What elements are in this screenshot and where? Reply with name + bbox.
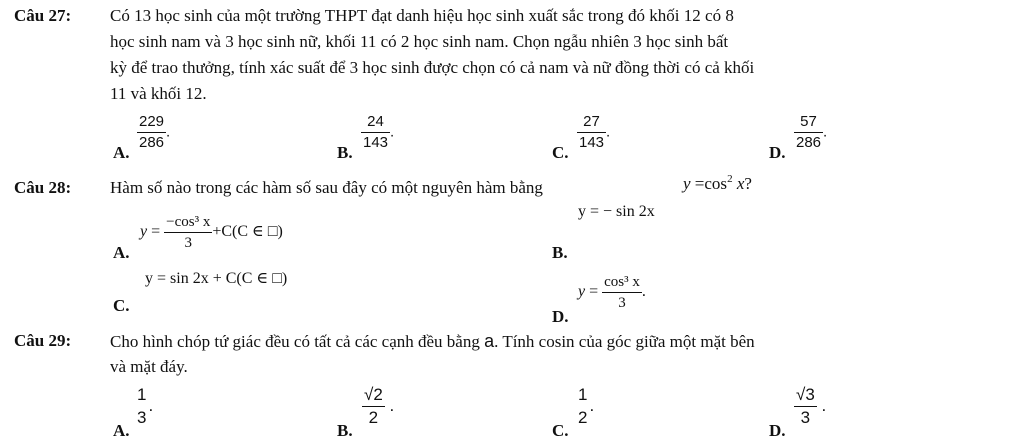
q29-a-num: 1 [137,385,147,404]
q27-d-num: 57 [800,113,817,130]
q28-formula: $y =\cos^2$ x? [683,173,752,193]
q29-option-b-letter: B. [337,421,353,440]
q28-option-b-letter: B. [552,243,568,262]
q27-a-num: 229 [139,113,165,130]
q27-line-2: học sinh nam và 3 học sinh nữ, khối 11 có 2 học sinh nam. Chọn ngẫu nhiên 3 học sinh bất [110,32,729,51]
q28-option-d[interactable]: y = $\frac{\text{cos³ x}}{3}$ . [578,274,646,311]
q29-line-1: Cho hình chóp tứ giác đều có tất cả các cạnh đều bằng a. Tính cosin của góc giữa một mặt bên [110,331,755,351]
q27-line-1: Có 13 học sinh của một trường THPT đạt danh hiệu học sinh xuất sắc trong đó khối 12 có 8 [110,6,734,25]
q28-text: Hàm số nào trong các hàm số sau đây có một nguyên hàm bằng [110,178,543,197]
q28-label: Câu 28: [14,178,72,197]
q28-a-tail: +C(C ∈ □) [212,223,283,241]
q27-label: Câu 27: [14,6,72,25]
q27-option-b-letter: B. [337,143,353,162]
q27-option-d-letter: D. [769,143,786,162]
q27-c-den: 143 [579,134,605,151]
q29-d-den: 3 [794,406,817,429]
q27-line-4: 11 và khối 12. [110,84,207,103]
q27-c-num: 27 [583,113,600,130]
q29-var: a [484,331,495,351]
q28-option-c-letter: C. [113,296,130,315]
q28-option-a[interactable]: y = $\frac{\text{−cos³ x}}{3}$ +C(C ∈ □) [140,214,283,251]
q29-a-den: 3 [137,408,147,427]
q29-b-den: 2 [362,406,385,429]
q29-option-c[interactable]: $\frac{1}{2}$ . [578,385,595,427]
q27-option-b[interactable]: $\frac{24}{143}$ . [363,113,395,151]
q27-option-c[interactable]: $\frac{27}{143}$ . [579,113,611,151]
q27-option-d[interactable]: $\frac{57}{286}$ . [796,113,828,151]
q29-option-d[interactable]: $\frac{√3}{3}$ . [796,385,827,427]
q27-d-den: 286 [796,134,822,151]
q28-option-b-expr[interactable]: y = − sin 2x [578,203,655,220]
q27-a-den: 286 [139,134,165,151]
q29-option-d-letter: D. [769,421,786,440]
q28-d-num: cos³ x [604,274,640,290]
q28-a-den: 3 [164,232,212,253]
q27-option-a[interactable]: $\frac{229}{286}$ . [139,113,171,151]
q29-option-b[interactable]: $\frac{√2}{2}$ . [364,385,395,427]
q29-line-2: và mặt đáy. [110,357,188,376]
q27-b-num: 24 [367,113,384,130]
q29-label: Câu 29: [14,331,72,350]
q29-c-num: 1 [578,385,588,404]
q28-option-d-letter: D. [552,307,569,326]
q27-option-c-letter: C. [552,143,569,162]
q27-b-den: 143 [363,134,389,151]
q29-option-c-letter: C. [552,421,569,440]
q29-d-num: √3 [796,385,815,404]
q29-b-num: √2 [364,385,383,404]
q27-option-a-letter: A. [113,143,130,162]
q28-d-den: 3 [602,292,642,313]
q27-line-3: kỳ để trao thưởng, tính xác suất để 3 học sinh được chọn có cả nam và nữ đồng thời có cả khối [110,58,755,77]
q29-c-den: 2 [578,408,588,427]
q28-option-c-expr[interactable]: y = sin 2x + C(C ∈ □) [145,270,288,287]
q29-option-a-letter: A. [113,421,130,440]
q28-a-num: −cos³ x [166,214,211,230]
q28-option-a-letter: A. [113,243,130,262]
q29-option-a[interactable]: $\frac{1}{3}$ . [137,385,154,427]
